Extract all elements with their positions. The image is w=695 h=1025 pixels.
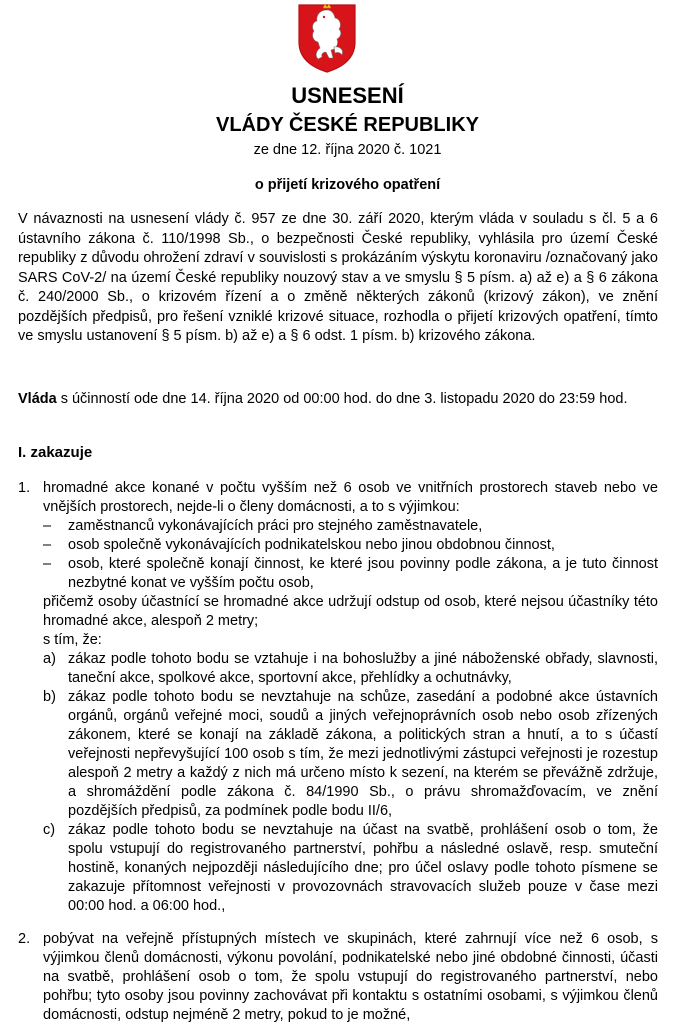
item-with-that: s tím, že:	[43, 632, 102, 648]
item-continuation: přičemž osoby účastnící se hromadné akce udržují odstup od osob, které nejsou účastníky této hromadné akce, alespoň 2 metry;	[43, 594, 658, 629]
exception-item: – zaměstnanců vykonávajících práci pro stejného zaměstnavatele,	[43, 518, 483, 534]
dash-marker: –	[43, 537, 52, 553]
subitem: a) zákaz podle tohoto bodu se vztahuje i na bohoslužby a jiné náboženské obřady, slavnosti, taneční akce, spolkové akce, sportovní akce, přehlídky a ochutnávky,	[43, 651, 658, 686]
list-item	[18, 479, 658, 916]
item-number: 2.	[18, 931, 31, 947]
document-subject: o přijetí krizového opatření	[254, 177, 441, 193]
czech-state-emblem-lion-icon	[296, 2, 358, 74]
document-subtitle: VLÁDY ČESKÉ REPUBLIKY	[215, 114, 479, 136]
effect-paragraph	[18, 390, 658, 410]
subitem-list	[43, 650, 658, 916]
exception-list	[43, 517, 658, 593]
intro-paragraph: V návaznosti na usnesení vlády č. 957 ze dne 30. září 2020, kterým vláda v souladu s čl. 5 a 6 ústavního zákona č. 110/1998 Sb., o bezpečnosti České republiky, vyhlásila pro území České republiky z důvodu ohrožení zdraví v souvislosti s prokázáním výskytu koronaviru /označovaný jako SARS CoV-2/ na území České republiky nouzový stav a ve smyslu § 5 písm. a) až e) a § 6 zákona č. 240/2000 Sb., o krizovém řízení a o změně některých zákonů (krizový zákon), ve znění pozdějších předpisů, pro řešení vzniklé krizové situace, rozhodla o přijetí krizových opatření, tímto ve smyslu ustanovení § 5 písm. b) až e) a § 6 odst. 1 písm. b) krizového zákona.	[18, 211, 658, 344]
effect-lead: Vláda	[18, 391, 57, 407]
subitem: c) zákaz podle tohoto bodu se nevztahuje na účast na svatbě, prohlášení osob o tom, že spolu vstupují do registrovaného partnerství, pohřbu a následné oslavě, resp. smuteční hostině, konaných nejpozději následujícího dne; pro účel oslavy podle tohoto písmene se zakazuje přítomnost veřejnosti v provozovnách stravovacích služeb pouze v čase mezi 00:00 hod. a 06:00 hod.,	[43, 822, 658, 914]
dash-marker: –	[43, 518, 52, 534]
document-title: USNESENÍ	[291, 83, 404, 108]
item-text: hromadné akce konané v počtu vyšším než 6 osob ve vnitřních prostorech staveb nebo ve vnějších prostorech, nejde-li o členy domácnosti, a to s výjimkou:	[43, 480, 658, 515]
subitem: b) zákaz podle tohoto bodu se nevztahuje na schůze, zasedání a podobné akce ústavních orgánů, orgánů veřejné moci, soudů a jiných veřejnoprávních osob nebo osob zřízených zákonem, které se konají na základě zákona, a politických stran a hnutí, a to s účastí veřejnosti nepřevyšující 100 osob s tím, že mezi jednotlivými zástupci veřejnosti je rozestup alespoň 2 metry a každý z nich má určeno místo k sezení, na kterém se převážně zdržuje, a shromáždění podle zákona č. 84/1990 Sb., o právu shromažďovacím, ve znění pozdějších předpisů, za podmínek podle bodu II/6,	[43, 689, 658, 819]
section-heading: I. zakazuje	[18, 444, 93, 461]
effect-text: s účinností ode dne 14. října 2020 od 00:00 hod. do dne 3. listopadu 2020 do 23:59 hod.	[56, 391, 628, 407]
dash-marker: –	[43, 556, 52, 572]
subitem-label: c)	[43, 822, 56, 838]
subitem-label: b)	[43, 689, 56, 705]
item-number: 1.	[18, 480, 31, 496]
exception-item: – osob společně vykonávajících podnikatelskou nebo jinou obdobnou činnost,	[43, 537, 555, 553]
subitem-label: a)	[43, 651, 56, 667]
item-text: pobývat na veřejně přístupných místech ve skupinách, které zahrnují více než 6 osob, s výjimkou členů domácnosti, výkonu povolání, podnikatelské nebo jiné obdobné činnosti, účasti na svatbě, prohlášení osob o tom, že spolu vstupují do registrovaného partnerství, nebo pohřbu; tyto osoby jsou povinny zachovávat při kontaktu s ostatními osobami, s výjimkou členů domácnosti, odstup nejméně 2 metry, pokud to je možné,	[43, 931, 658, 1023]
exception-item: – osob, které společně konají činnost, ke které jsou povinny podle zákona, a je tuto činnost nezbytné konat ve vyšším počtu osob,	[43, 556, 658, 591]
list-item	[18, 930, 658, 1025]
document-date-line: ze dne 12. října 2020 č. 1021	[253, 142, 442, 158]
